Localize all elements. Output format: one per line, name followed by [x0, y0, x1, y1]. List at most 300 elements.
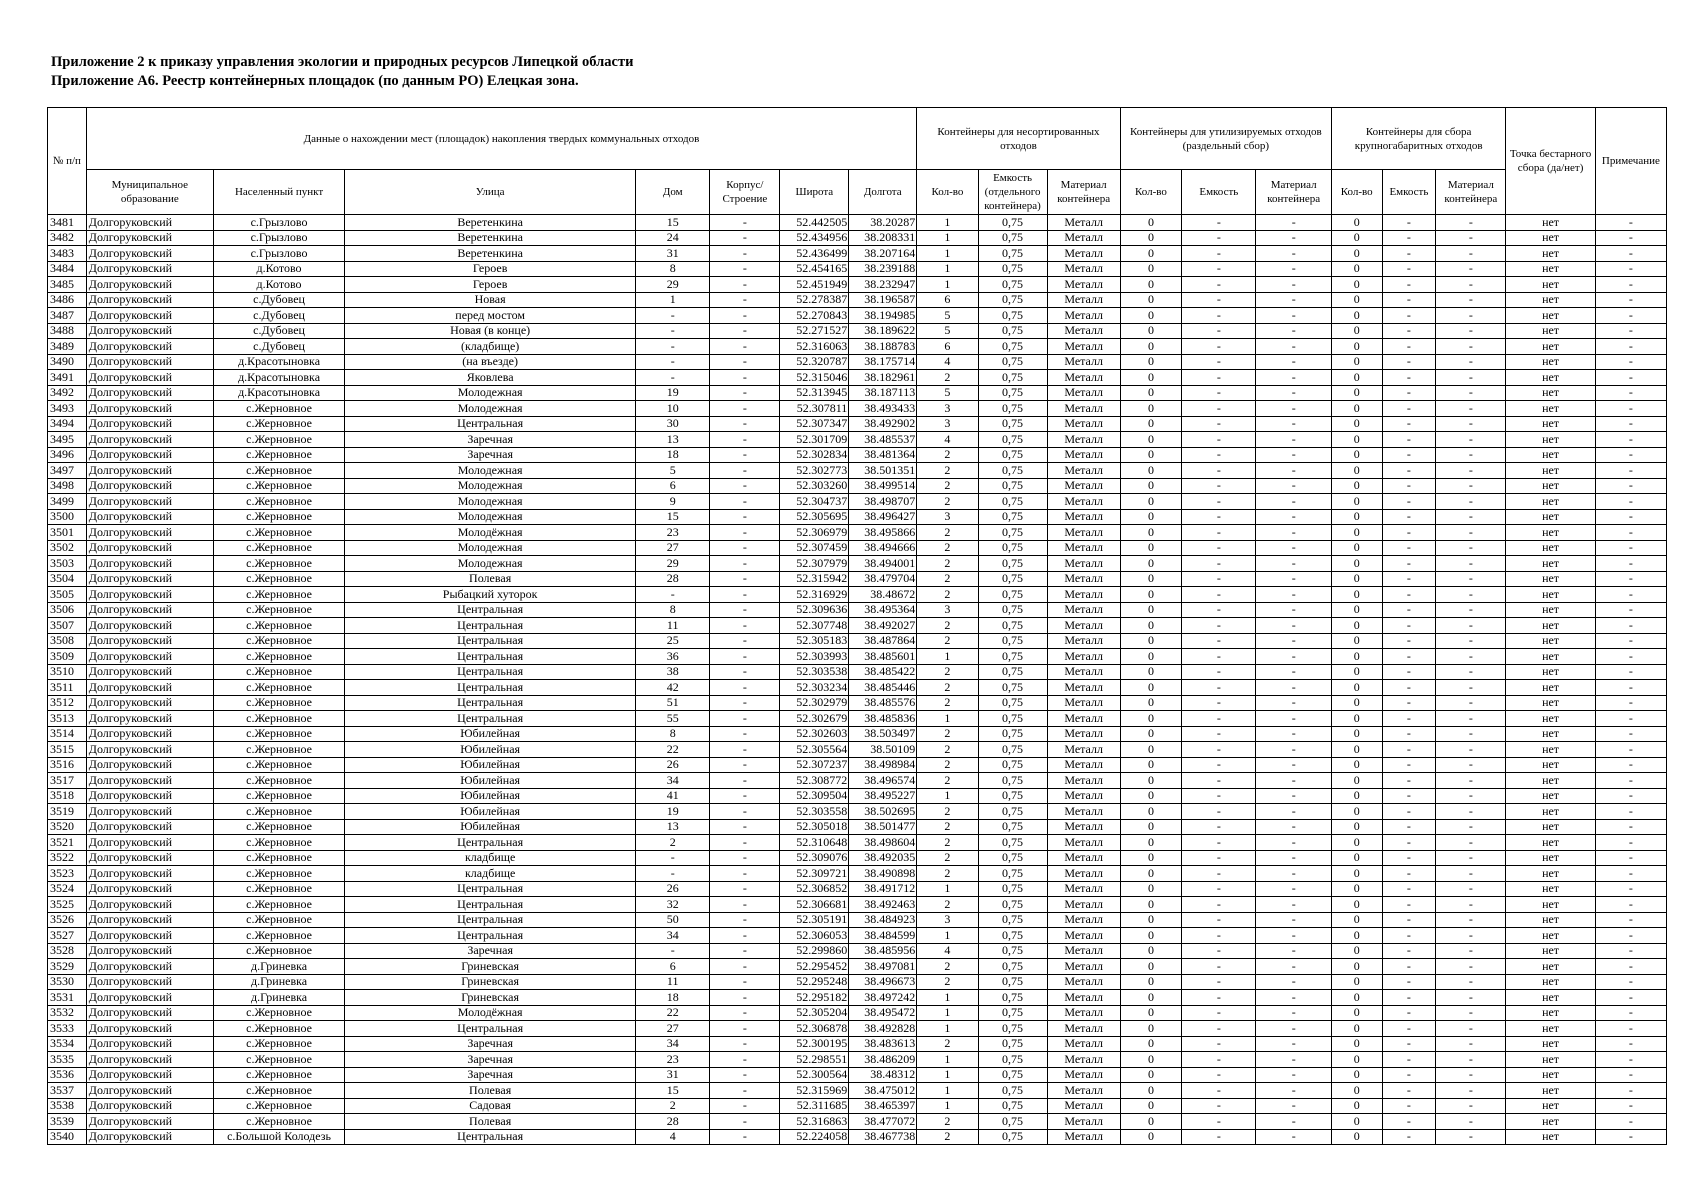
- cell-recycle-capacity: -: [1182, 370, 1256, 386]
- cell-house: 31: [636, 246, 710, 262]
- cell-note: -: [1595, 261, 1666, 277]
- cell-bulky-material: -: [1436, 323, 1506, 339]
- cell-note: -: [1595, 943, 1666, 959]
- cell-municipality: Долгоруковский: [86, 912, 213, 928]
- cell-point: нет: [1506, 525, 1595, 541]
- cell-municipality: Долгоруковский: [86, 416, 213, 432]
- cell-building: -: [710, 835, 780, 851]
- cell-unsorted-count: 4: [917, 354, 978, 370]
- cell-lon: 38.208331: [849, 230, 917, 246]
- cell-recycle-material: -: [1256, 695, 1331, 711]
- cell-bulky-count: 0: [1331, 664, 1382, 680]
- cell-settlement: с.Жерновное: [213, 757, 344, 773]
- cell-municipality: Долгоруковский: [86, 354, 213, 370]
- cell-unsorted-material: Металл: [1047, 649, 1120, 665]
- cell-unsorted-count: 1: [917, 277, 978, 293]
- cell-municipality: Долгоруковский: [86, 401, 213, 417]
- cell-house: 50: [636, 912, 710, 928]
- cell-bulky-material: -: [1436, 308, 1506, 324]
- cell-unsorted-material: Металл: [1047, 990, 1120, 1006]
- cell-note: -: [1595, 571, 1666, 587]
- cell-lat: 52.316929: [780, 587, 849, 603]
- cell-unsorted-count: 5: [917, 385, 978, 401]
- cell-recycle-material: -: [1256, 897, 1331, 913]
- cell-unsorted-material: Металл: [1047, 602, 1120, 618]
- cell-recycle-capacity: -: [1182, 664, 1256, 680]
- cell-bulky-count: 0: [1331, 974, 1382, 990]
- table-row: [48, 773, 1667, 789]
- cell-bulky-material: -: [1436, 1083, 1506, 1099]
- cell-unsorted-count: 1: [917, 1067, 978, 1083]
- cell-bulky-material: -: [1436, 1052, 1506, 1068]
- cell-unsorted-count: 2: [917, 556, 978, 572]
- cell-bulky-count: 0: [1331, 990, 1382, 1006]
- cell-unsorted-count: 2: [917, 463, 978, 479]
- cell-unsorted-capacity: 0,75: [978, 974, 1047, 990]
- cell-unsorted-capacity: 0,75: [978, 478, 1047, 494]
- cell-house: 9: [636, 494, 710, 510]
- cell-bulky-capacity: -: [1382, 695, 1436, 711]
- table-row: [48, 447, 1667, 463]
- cell-bulky-capacity: -: [1382, 943, 1436, 959]
- cell-bulky-capacity: -: [1382, 1098, 1436, 1114]
- cell-lon: 38.485422: [849, 664, 917, 680]
- table-row: [48, 571, 1667, 587]
- cell-unsorted-capacity: 0,75: [978, 649, 1047, 665]
- cell-recycle-count: 0: [1120, 773, 1181, 789]
- cell-recycle-count: 0: [1120, 1052, 1181, 1068]
- cell-recycle-material: -: [1256, 819, 1331, 835]
- cell-house: 15: [636, 509, 710, 525]
- cell-street: (кладбище): [345, 339, 636, 355]
- cell-recycle-count: 0: [1120, 943, 1181, 959]
- table-row: [48, 416, 1667, 432]
- cell-lon: 38.495364: [849, 602, 917, 618]
- cell-municipality: Долгоруковский: [86, 323, 213, 339]
- cell-recycle-capacity: -: [1182, 587, 1256, 603]
- cell-lon: 38.491712: [849, 881, 917, 897]
- cell-building: -: [710, 571, 780, 587]
- cell-num: 3491: [48, 370, 87, 386]
- cell-unsorted-material: Металл: [1047, 695, 1120, 711]
- cell-unsorted-capacity: 0,75: [978, 525, 1047, 541]
- cell-lon: 38.189622: [849, 323, 917, 339]
- cell-point: нет: [1506, 1021, 1595, 1037]
- cell-recycle-material: -: [1256, 587, 1331, 603]
- cell-point: нет: [1506, 819, 1595, 835]
- cell-settlement: с.Жерновное: [213, 509, 344, 525]
- cell-lon: 38.188783: [849, 339, 917, 355]
- cell-unsorted-capacity: 0,75: [978, 261, 1047, 277]
- cell-street: кладбище: [345, 866, 636, 882]
- cell-note: -: [1595, 525, 1666, 541]
- cell-municipality: Долгоруковский: [86, 215, 213, 231]
- cell-lon: 38.492902: [849, 416, 917, 432]
- cell-bulky-count: 0: [1331, 1114, 1382, 1130]
- cell-num: 3515: [48, 742, 87, 758]
- cell-point: нет: [1506, 649, 1595, 665]
- header-recycle-group: Контейнеры для утилизируемых отходов (раздельный сбор): [1120, 108, 1331, 170]
- cell-note: -: [1595, 602, 1666, 618]
- cell-bulky-count: 0: [1331, 633, 1382, 649]
- cell-municipality: Долгоруковский: [86, 1067, 213, 1083]
- cell-unsorted-count: 2: [917, 633, 978, 649]
- cell-unsorted-count: 5: [917, 308, 978, 324]
- cell-street: Молодёжная: [345, 1005, 636, 1021]
- cell-municipality: Долгоруковский: [86, 633, 213, 649]
- cell-municipality: Долгоруковский: [86, 695, 213, 711]
- cell-lat: 52.309636: [780, 602, 849, 618]
- cell-point: нет: [1506, 742, 1595, 758]
- cell-unsorted-count: 2: [917, 447, 978, 463]
- table-row: [48, 385, 1667, 401]
- cell-municipality: Долгоруковский: [86, 928, 213, 944]
- header-bulky-group: Контейнеры для сбора крупногабаритных отходов: [1331, 108, 1505, 170]
- cell-building: -: [710, 277, 780, 293]
- header-recycle-capacity: Емкость: [1182, 170, 1256, 215]
- cell-unsorted-material: Металл: [1047, 215, 1120, 231]
- cell-recycle-material: -: [1256, 401, 1331, 417]
- cell-point: нет: [1506, 540, 1595, 556]
- cell-house: 22: [636, 1005, 710, 1021]
- cell-unsorted-capacity: 0,75: [978, 664, 1047, 680]
- cell-settlement: с.Жерновное: [213, 928, 344, 944]
- cell-settlement: с.Жерновное: [213, 494, 344, 510]
- cell-lat: 52.316063: [780, 339, 849, 355]
- cell-bulky-capacity: -: [1382, 308, 1436, 324]
- header-unsorted-group: Контейнеры для несортированных отходов: [917, 108, 1121, 170]
- cell-bulky-count: 0: [1331, 1083, 1382, 1099]
- cell-bulky-material: -: [1436, 897, 1506, 913]
- cell-house: -: [636, 339, 710, 355]
- cell-note: -: [1595, 912, 1666, 928]
- cell-lat: 52.320787: [780, 354, 849, 370]
- cell-unsorted-material: Металл: [1047, 959, 1120, 975]
- cell-recycle-capacity: -: [1182, 571, 1256, 587]
- cell-building: -: [710, 261, 780, 277]
- cell-street: Героев: [345, 277, 636, 293]
- cell-house: 23: [636, 525, 710, 541]
- cell-recycle-capacity: -: [1182, 897, 1256, 913]
- cell-recycle-capacity: -: [1182, 416, 1256, 432]
- cell-street: Заречная: [345, 447, 636, 463]
- cell-lat: 52.302679: [780, 711, 849, 727]
- cell-bulky-capacity: -: [1382, 292, 1436, 308]
- cell-unsorted-material: Металл: [1047, 804, 1120, 820]
- cell-unsorted-count: 5: [917, 323, 978, 339]
- cell-building: -: [710, 959, 780, 975]
- cell-bulky-material: -: [1436, 354, 1506, 370]
- cell-municipality: Долгоруковский: [86, 292, 213, 308]
- cell-municipality: Долгоруковский: [86, 1052, 213, 1068]
- cell-unsorted-material: Металл: [1047, 711, 1120, 727]
- cell-lon: 38.484599: [849, 928, 917, 944]
- cell-recycle-count: 0: [1120, 556, 1181, 572]
- cell-num: 3533: [48, 1021, 87, 1037]
- cell-note: -: [1595, 788, 1666, 804]
- cell-unsorted-count: 1: [917, 649, 978, 665]
- table-row: [48, 308, 1667, 324]
- cell-num: 3531: [48, 990, 87, 1006]
- cell-building: -: [710, 432, 780, 448]
- cell-recycle-capacity: -: [1182, 525, 1256, 541]
- cell-recycle-count: 0: [1120, 990, 1181, 1006]
- cell-municipality: Долгоруковский: [86, 711, 213, 727]
- cell-bulky-count: 0: [1331, 680, 1382, 696]
- cell-point: нет: [1506, 850, 1595, 866]
- cell-unsorted-count: 2: [917, 680, 978, 696]
- cell-recycle-material: -: [1256, 974, 1331, 990]
- cell-num: 3503: [48, 556, 87, 572]
- cell-lat: 52.298551: [780, 1052, 849, 1068]
- cell-settlement: с.Жерновное: [213, 897, 344, 913]
- cell-unsorted-count: 2: [917, 540, 978, 556]
- cell-point: нет: [1506, 571, 1595, 587]
- cell-unsorted-count: 1: [917, 1098, 978, 1114]
- table-row: [48, 819, 1667, 835]
- cell-recycle-material: -: [1256, 1098, 1331, 1114]
- cell-bulky-material: -: [1436, 974, 1506, 990]
- table-row: [48, 354, 1667, 370]
- cell-unsorted-capacity: 0,75: [978, 447, 1047, 463]
- cell-unsorted-count: 2: [917, 726, 978, 742]
- cell-municipality: Долгоруковский: [86, 974, 213, 990]
- cell-lat: 52.309076: [780, 850, 849, 866]
- cell-municipality: Долгоруковский: [86, 230, 213, 246]
- cell-recycle-material: -: [1256, 463, 1331, 479]
- cell-house: 11: [636, 974, 710, 990]
- cell-unsorted-capacity: 0,75: [978, 881, 1047, 897]
- cell-settlement: с.Грызлово: [213, 230, 344, 246]
- cell-building: -: [710, 773, 780, 789]
- cell-recycle-count: 0: [1120, 1114, 1181, 1130]
- cell-municipality: Долгоруковский: [86, 1114, 213, 1130]
- cell-bulky-material: -: [1436, 649, 1506, 665]
- cell-unsorted-material: Металл: [1047, 1021, 1120, 1037]
- cell-street: Полевая: [345, 571, 636, 587]
- cell-num: 3494: [48, 416, 87, 432]
- cell-num: 3493: [48, 401, 87, 417]
- cell-municipality: Долгоруковский: [86, 897, 213, 913]
- cell-recycle-count: 0: [1120, 354, 1181, 370]
- cell-recycle-capacity: -: [1182, 649, 1256, 665]
- header-recycle-material: Материал контейнера: [1256, 170, 1331, 215]
- cell-house: 19: [636, 804, 710, 820]
- cell-settlement: с.Жерновное: [213, 602, 344, 618]
- cell-recycle-capacity: -: [1182, 385, 1256, 401]
- table-row: [48, 246, 1667, 262]
- cell-bulky-count: 0: [1331, 540, 1382, 556]
- cell-num: 3540: [48, 1129, 87, 1145]
- cell-bulky-capacity: -: [1382, 432, 1436, 448]
- cell-unsorted-material: Металл: [1047, 292, 1120, 308]
- cell-unsorted-material: Металл: [1047, 323, 1120, 339]
- cell-note: -: [1595, 1114, 1666, 1130]
- cell-house: 42: [636, 680, 710, 696]
- cell-recycle-capacity: -: [1182, 974, 1256, 990]
- cell-unsorted-capacity: 0,75: [978, 726, 1047, 742]
- cell-building: -: [710, 928, 780, 944]
- cell-note: -: [1595, 1005, 1666, 1021]
- cell-municipality: Долгоруковский: [86, 447, 213, 463]
- cell-bulky-material: -: [1436, 540, 1506, 556]
- cell-bulky-count: 0: [1331, 587, 1382, 603]
- cell-recycle-material: -: [1256, 1083, 1331, 1099]
- cell-num: 3502: [48, 540, 87, 556]
- cell-lon: 38.48672: [849, 587, 917, 603]
- cell-bulky-material: -: [1436, 1114, 1506, 1130]
- cell-house: -: [636, 354, 710, 370]
- cell-house: 18: [636, 990, 710, 1006]
- cell-unsorted-count: 2: [917, 1114, 978, 1130]
- cell-unsorted-capacity: 0,75: [978, 866, 1047, 882]
- cell-recycle-material: -: [1256, 711, 1331, 727]
- cell-note: -: [1595, 850, 1666, 866]
- cell-unsorted-count: 3: [917, 401, 978, 417]
- cell-recycle-material: -: [1256, 850, 1331, 866]
- cell-bulky-count: 0: [1331, 959, 1382, 975]
- cell-municipality: Долгоруковский: [86, 819, 213, 835]
- cell-street: Заречная: [345, 943, 636, 959]
- cell-recycle-capacity: -: [1182, 1098, 1256, 1114]
- cell-bulky-capacity: -: [1382, 1005, 1436, 1021]
- cell-recycle-material: -: [1256, 525, 1331, 541]
- table-row: [48, 618, 1667, 634]
- cell-lon: 38.485537: [849, 432, 917, 448]
- cell-recycle-material: -: [1256, 292, 1331, 308]
- cell-bulky-count: 0: [1331, 819, 1382, 835]
- cell-municipality: Долгоруковский: [86, 866, 213, 882]
- cell-unsorted-material: Металл: [1047, 230, 1120, 246]
- cell-recycle-material: -: [1256, 540, 1331, 556]
- cell-settlement: с.Жерновное: [213, 571, 344, 587]
- cell-point: нет: [1506, 835, 1595, 851]
- cell-unsorted-material: Металл: [1047, 385, 1120, 401]
- table-row: [48, 912, 1667, 928]
- cell-bulky-count: 0: [1331, 1067, 1382, 1083]
- cell-settlement: с.Жерновное: [213, 618, 344, 634]
- cell-building: -: [710, 1005, 780, 1021]
- cell-recycle-count: 0: [1120, 308, 1181, 324]
- cell-point: нет: [1506, 587, 1595, 603]
- cell-point: нет: [1506, 804, 1595, 820]
- cell-lon: 38.493433: [849, 401, 917, 417]
- cell-unsorted-count: 1: [917, 230, 978, 246]
- cell-note: -: [1595, 494, 1666, 510]
- cell-unsorted-capacity: 0,75: [978, 339, 1047, 355]
- cell-unsorted-capacity: 0,75: [978, 850, 1047, 866]
- cell-bulky-count: 0: [1331, 215, 1382, 231]
- cell-note: -: [1595, 292, 1666, 308]
- cell-lat: 52.436499: [780, 246, 849, 262]
- cell-recycle-material: -: [1256, 509, 1331, 525]
- cell-recycle-material: -: [1256, 1129, 1331, 1145]
- cell-bulky-capacity: -: [1382, 618, 1436, 634]
- cell-bulky-material: -: [1436, 447, 1506, 463]
- table-row: [48, 1098, 1667, 1114]
- cell-bulky-capacity: -: [1382, 339, 1436, 355]
- cell-recycle-capacity: -: [1182, 695, 1256, 711]
- cell-point: нет: [1506, 633, 1595, 649]
- cell-house: 8: [636, 261, 710, 277]
- cell-bulky-material: -: [1436, 1021, 1506, 1037]
- cell-note: -: [1595, 230, 1666, 246]
- cell-note: -: [1595, 804, 1666, 820]
- cell-point: нет: [1506, 261, 1595, 277]
- cell-point: нет: [1506, 308, 1595, 324]
- cell-lat: 52.306979: [780, 525, 849, 541]
- cell-settlement: с.Жерновное: [213, 742, 344, 758]
- cell-street: Новая: [345, 292, 636, 308]
- cell-bulky-capacity: -: [1382, 726, 1436, 742]
- cell-note: -: [1595, 974, 1666, 990]
- cell-bulky-capacity: -: [1382, 819, 1436, 835]
- cell-recycle-count: 0: [1120, 509, 1181, 525]
- cell-bulky-count: 0: [1331, 695, 1382, 711]
- cell-recycle-capacity: -: [1182, 1083, 1256, 1099]
- header-municipality: Муниципальное образование: [86, 170, 213, 215]
- cell-settlement: с.Жерновное: [213, 680, 344, 696]
- cell-recycle-material: -: [1256, 928, 1331, 944]
- cell-municipality: Долгоруковский: [86, 726, 213, 742]
- cell-unsorted-material: Металл: [1047, 447, 1120, 463]
- cell-lat: 52.303234: [780, 680, 849, 696]
- cell-num: 3523: [48, 866, 87, 882]
- table-row: [48, 866, 1667, 882]
- cell-bulky-count: 0: [1331, 323, 1382, 339]
- cell-point: нет: [1506, 447, 1595, 463]
- cell-lat: 52.310648: [780, 835, 849, 851]
- cell-recycle-count: 0: [1120, 664, 1181, 680]
- cell-lon: 38.465397: [849, 1098, 917, 1114]
- registry-table: [47, 107, 1667, 1145]
- cell-settlement: с.Дубовец: [213, 323, 344, 339]
- cell-lat: 52.306053: [780, 928, 849, 944]
- cell-street: Юбилейная: [345, 773, 636, 789]
- cell-point: нет: [1506, 1005, 1595, 1021]
- cell-note: -: [1595, 633, 1666, 649]
- cell-point: нет: [1506, 990, 1595, 1006]
- cell-municipality: Долгоруковский: [86, 742, 213, 758]
- cell-bulky-capacity: -: [1382, 850, 1436, 866]
- cell-house: 28: [636, 1114, 710, 1130]
- cell-unsorted-material: Металл: [1047, 726, 1120, 742]
- cell-recycle-material: -: [1256, 261, 1331, 277]
- cell-unsorted-capacity: 0,75: [978, 494, 1047, 510]
- table-row: [48, 401, 1667, 417]
- cell-point: нет: [1506, 881, 1595, 897]
- cell-point: нет: [1506, 385, 1595, 401]
- cell-bulky-material: -: [1436, 959, 1506, 975]
- cell-unsorted-count: 6: [917, 339, 978, 355]
- cell-bulky-material: -: [1436, 602, 1506, 618]
- cell-street: Гриневская: [345, 974, 636, 990]
- cell-settlement: с.Жерновное: [213, 726, 344, 742]
- cell-municipality: Долгоруковский: [86, 370, 213, 386]
- cell-lat: 52.305191: [780, 912, 849, 928]
- cell-unsorted-material: Металл: [1047, 633, 1120, 649]
- cell-street: Молодежная: [345, 556, 636, 572]
- cell-bulky-count: 0: [1331, 618, 1382, 634]
- cell-recycle-capacity: -: [1182, 494, 1256, 510]
- header-unsorted-count: Кол-во: [917, 170, 978, 215]
- cell-house: 8: [636, 602, 710, 618]
- cell-bulky-count: 0: [1331, 494, 1382, 510]
- cell-unsorted-capacity: 0,75: [978, 1036, 1047, 1052]
- cell-settlement: с.Жерновное: [213, 711, 344, 727]
- cell-unsorted-capacity: 0,75: [978, 230, 1047, 246]
- cell-lon: 38.497081: [849, 959, 917, 975]
